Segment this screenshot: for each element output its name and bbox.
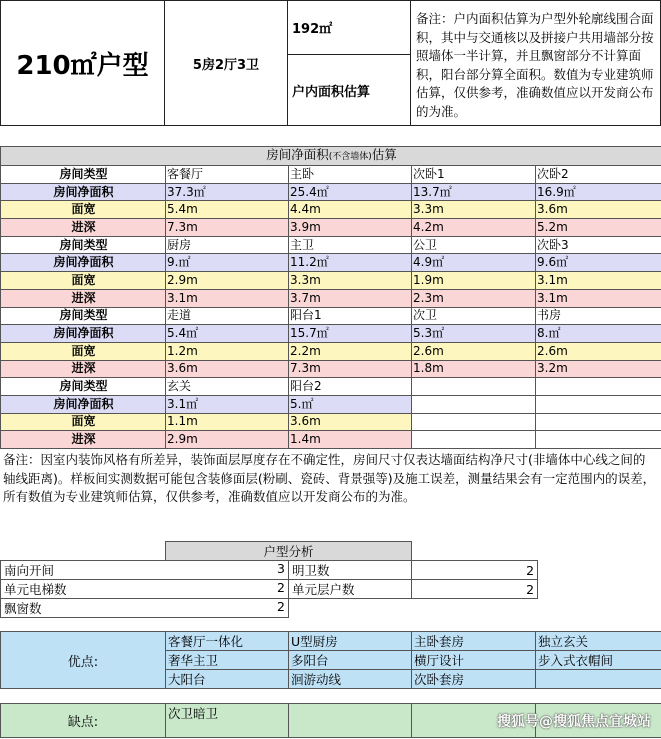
room-cell: 3.9m bbox=[289, 219, 412, 237]
unit-type-title: 210㎡户型 bbox=[0, 0, 165, 126]
room-cell: 玄关 bbox=[166, 378, 289, 396]
room-row-area bbox=[1, 325, 661, 343]
row-label: 房间净面积 bbox=[1, 325, 166, 343]
room-row-depth bbox=[1, 289, 661, 307]
room-cell: 3.1㎡ bbox=[166, 395, 289, 413]
empty-cell bbox=[412, 413, 536, 431]
cons-label: 缺点: bbox=[1, 704, 166, 738]
empty-cell bbox=[536, 378, 661, 396]
room-table-title: 房间净面积(不含墙体)估算 bbox=[1, 147, 661, 166]
room-cell: 1.9m bbox=[412, 272, 536, 290]
room-cell: 4.2m bbox=[412, 219, 536, 237]
row-label: 房间净面积 bbox=[1, 254, 166, 272]
room-cell: 8.㎡ bbox=[536, 325, 661, 343]
room-cell: 5.3㎡ bbox=[412, 325, 536, 343]
pros-label: 优点: bbox=[1, 632, 166, 689]
watermark: 搜狐号@搜狐焦点宜城站 bbox=[497, 714, 651, 730]
area-note: 备注：户内面积估算为户型外轮廓线围合面积，其中与交通核以及拼接户共用墙部分按照墙体一半计算，并且飘窗部分不计算面积，阳台部分算全面积。数值为专业建筑师估算，仅供参考，准确数值应以开发商公布的为准。 bbox=[410, 0, 661, 126]
room-cell: 3.1m bbox=[536, 272, 661, 290]
analysis-label: 飘窗数 2 bbox=[1, 599, 289, 618]
room-cell: 9.6㎡ bbox=[536, 254, 661, 272]
room-layout: 5房2厅3卫 bbox=[164, 0, 288, 126]
room-cell: 5.4㎡ bbox=[166, 325, 289, 343]
row-label: 房间净面积 bbox=[1, 395, 166, 413]
room-cell: 5.4m bbox=[166, 201, 289, 219]
room-cell: 次卧2 bbox=[536, 166, 661, 184]
room-cell: 25.4㎡ bbox=[289, 183, 412, 201]
room-cell: 书房 bbox=[536, 307, 661, 325]
row-label: 房间类型 bbox=[1, 307, 166, 325]
room-row-width bbox=[1, 342, 661, 360]
cons-item: 次卫暗卫 bbox=[166, 704, 289, 738]
room-row-type bbox=[1, 307, 661, 325]
empty-cell bbox=[412, 378, 536, 396]
pros-item bbox=[536, 670, 661, 689]
room-cell: 公卫 bbox=[412, 236, 536, 254]
room-cell: 阳台1 bbox=[289, 307, 412, 325]
empty-cell bbox=[536, 431, 661, 449]
room-cell: 主卫 bbox=[289, 236, 412, 254]
room-cell: 11.2㎡ bbox=[289, 254, 412, 272]
room-row-depth bbox=[1, 431, 661, 449]
row-label: 进深 bbox=[1, 219, 166, 237]
row-label: 面宽 bbox=[1, 272, 166, 290]
room-row-type bbox=[1, 236, 661, 254]
room-cell: 2.6m bbox=[412, 342, 536, 360]
room-row-depth bbox=[1, 360, 661, 378]
room-row-width bbox=[1, 201, 661, 219]
room-cell: 1.8m bbox=[412, 360, 536, 378]
room-cell: 1.4m bbox=[289, 431, 412, 449]
room-cell: 37.3㎡ bbox=[166, 183, 289, 201]
analysis-value: 2 bbox=[412, 561, 538, 580]
room-cell: 15.7㎡ bbox=[289, 325, 412, 343]
analysis-label: 明卫数 bbox=[289, 561, 412, 580]
row-label: 进深 bbox=[1, 289, 166, 307]
room-row-area bbox=[1, 254, 661, 272]
room-row-area bbox=[1, 183, 661, 201]
room-cell: 次卧3 bbox=[536, 236, 661, 254]
pros-item: 洄游动线 bbox=[289, 670, 412, 689]
pros-table bbox=[0, 631, 661, 689]
room-cell: 2.9m bbox=[166, 431, 289, 449]
analysis-title: 户型分析 bbox=[166, 542, 412, 561]
analysis-row bbox=[1, 561, 538, 580]
cons-item bbox=[289, 704, 412, 738]
room-cell: 2.9m bbox=[166, 272, 289, 290]
room-area-table bbox=[0, 146, 661, 449]
row-label: 房间净面积 bbox=[1, 183, 166, 201]
room-cell: 3.1m bbox=[536, 289, 661, 307]
room-cell: 13.7㎡ bbox=[412, 183, 536, 201]
room-cell: 9.㎡ bbox=[166, 254, 289, 272]
room-cell: 16.9㎡ bbox=[536, 183, 661, 201]
row-label: 房间类型 bbox=[1, 166, 166, 184]
row-label: 房间类型 bbox=[1, 378, 166, 396]
analysis-label: 单元层户数 bbox=[289, 580, 412, 599]
room-cell: 3.1m bbox=[166, 289, 289, 307]
pros-item: 次卧套房 bbox=[412, 670, 536, 689]
room-cell: 3.6m bbox=[536, 201, 661, 219]
pros-item: 客餐厅一体化 bbox=[166, 632, 289, 651]
empty-cell bbox=[412, 395, 536, 413]
row-label: 面宽 bbox=[1, 413, 166, 431]
pros-item: 主卧套房 bbox=[412, 632, 536, 651]
pros-item: U型厨房 bbox=[289, 632, 412, 651]
row-label: 面宽 bbox=[1, 342, 166, 360]
room-cell: 主卧 bbox=[289, 166, 412, 184]
analysis-label: 南向开间 3 bbox=[1, 561, 289, 580]
room-cell: 3.2m bbox=[536, 360, 661, 378]
analysis-label: 单元电梯数 2 bbox=[1, 580, 289, 599]
pros-row bbox=[1, 632, 661, 651]
room-row-type bbox=[1, 378, 661, 396]
room-cell: 3.6m bbox=[166, 360, 289, 378]
room-cell: 3.3m bbox=[412, 201, 536, 219]
room-cell: 3.7m bbox=[289, 289, 412, 307]
room-cell: 次卧1 bbox=[412, 166, 536, 184]
room-cell: 次卫 bbox=[412, 307, 536, 325]
room-cell: 4.4m bbox=[289, 201, 412, 219]
room-cell: 3.3m bbox=[289, 272, 412, 290]
room-cell: 2.3m bbox=[412, 289, 536, 307]
room-row-depth bbox=[1, 219, 661, 237]
room-cell: 4.9㎡ bbox=[412, 254, 536, 272]
pros-item: 横厅设计 bbox=[412, 651, 536, 670]
room-cell: 厨房 bbox=[166, 236, 289, 254]
row-label: 面宽 bbox=[1, 201, 166, 219]
room-cell: 2.2m bbox=[289, 342, 412, 360]
room-cell: 5.㎡ bbox=[289, 395, 412, 413]
pros-item: 步入式衣帽间 bbox=[536, 651, 661, 670]
room-size-note: 备注：因室内装饰风格有所差异，装饰面层厚度存在不确定性，房间尺寸仅表达墙面结构净尺寸(非墙体中心线之间的轴线距离)。样板间实测数据可能包含装修面层(粉刷、瓷砖、背景强等)及施工误差，测量结果会有一定范围内的误差，所有数值为专业建筑师估算，仅供参考，准确数值应以开发商公布的为准。 bbox=[3, 452, 656, 504]
room-table-title-row bbox=[1, 147, 661, 166]
room-cell: 5.2m bbox=[536, 219, 661, 237]
analysis-table bbox=[0, 541, 538, 618]
room-row-width bbox=[1, 272, 661, 290]
pros-item: 多阳台 bbox=[289, 651, 412, 670]
analysis-value: 2 bbox=[412, 580, 538, 599]
row-label: 进深 bbox=[1, 360, 166, 378]
estimated-area-label: 户内面积估算 bbox=[287, 54, 411, 126]
analysis-title-row bbox=[1, 542, 538, 561]
empty-cell bbox=[536, 395, 661, 413]
room-row-area bbox=[1, 395, 661, 413]
pros-item: 独立玄关 bbox=[536, 632, 661, 651]
empty-cell bbox=[412, 431, 536, 449]
analysis-row bbox=[1, 580, 538, 599]
estimated-area-value: 192㎡ bbox=[287, 0, 411, 55]
room-row-type bbox=[1, 166, 661, 184]
room-row-width bbox=[1, 413, 661, 431]
room-cell: 客餐厅 bbox=[166, 166, 289, 184]
room-cell: 1.2m bbox=[166, 342, 289, 360]
pros-item: 奢华主卫 bbox=[166, 651, 289, 670]
room-cell: 阳台2 bbox=[289, 378, 412, 396]
room-cell: 3.6m bbox=[289, 413, 412, 431]
room-cell: 走道 bbox=[166, 307, 289, 325]
unit-header bbox=[0, 0, 661, 126]
pros-item: 大阳台 bbox=[166, 670, 289, 689]
empty-cell bbox=[536, 413, 661, 431]
room-cell: 1.1m bbox=[166, 413, 289, 431]
room-cell: 7.3m bbox=[289, 360, 412, 378]
row-label: 进深 bbox=[1, 431, 166, 449]
room-cell: 2.6m bbox=[536, 342, 661, 360]
row-label: 房间类型 bbox=[1, 236, 166, 254]
analysis-row bbox=[1, 599, 538, 618]
room-cell: 7.3m bbox=[166, 219, 289, 237]
